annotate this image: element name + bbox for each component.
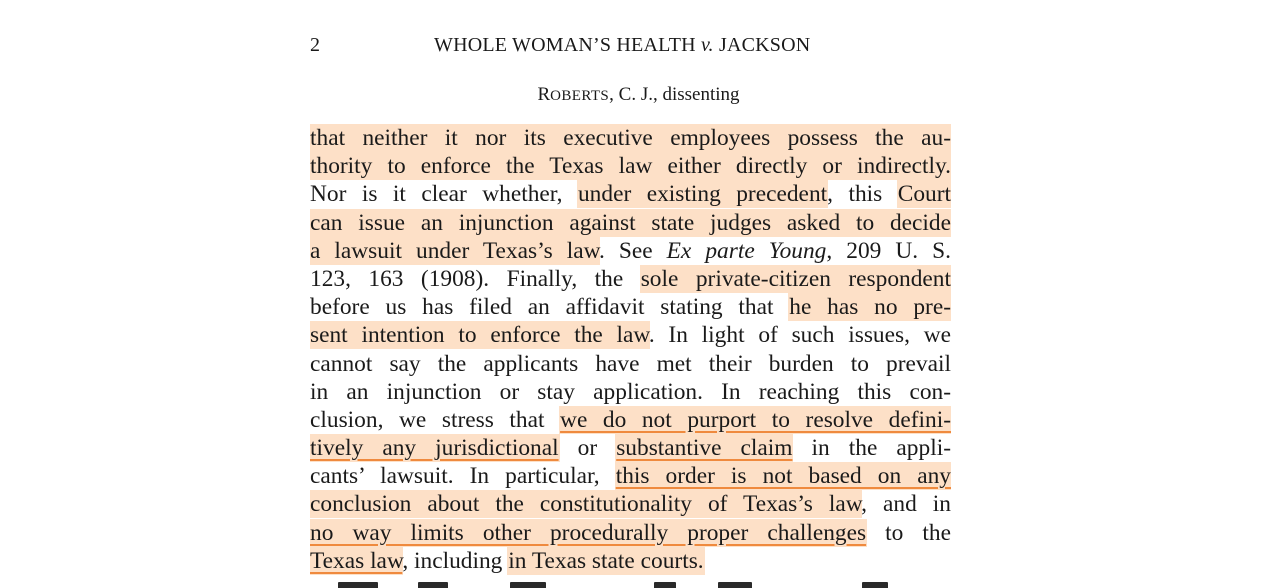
author-initial: R	[537, 84, 551, 105]
highlighted-text[interactable]: can issue an injunction against state judges asked to decide	[310, 209, 951, 236]
highlighted-underlined-text[interactable]: Texas law	[310, 547, 403, 574]
text-line	[310, 209, 951, 237]
plain-text: , 209 U. S.	[826, 237, 951, 264]
text-line	[310, 293, 951, 321]
text-line	[310, 406, 951, 434]
next-line-cutoff	[310, 578, 951, 588]
plain-text: or	[558, 435, 617, 462]
cutoff-glyph	[862, 582, 888, 588]
cutoff-glyph	[654, 582, 676, 588]
highlighted-text[interactable]: Court	[897, 181, 951, 208]
case-title-left: WHOLE WOMAN’S HEALTH	[434, 34, 696, 56]
highlighted-underlined-text[interactable]: this order is not based on any	[615, 463, 951, 490]
page-number: 2	[310, 34, 320, 56]
plain-text: . In light of such issues, we	[648, 322, 951, 349]
highlighted-text[interactable]: a lawsuit under Texas’s law	[310, 237, 599, 264]
cutoff-glyph	[510, 582, 546, 588]
highlighted-text[interactable]: sent intention to enforce the law	[310, 322, 649, 349]
highlighted-text[interactable]: he has no pre-	[789, 294, 951, 321]
text-line	[310, 434, 951, 462]
plain-text: in the appli-	[792, 435, 951, 462]
case-title-right: JACKSON	[718, 34, 811, 56]
text-line	[310, 519, 951, 547]
case-citation: Ex parte Young	[666, 237, 827, 264]
running-head	[310, 31, 951, 59]
highlighted-underlined-text[interactable]: no way limits other procedurally proper challenges	[310, 519, 867, 546]
plain-text: . See	[598, 237, 667, 264]
opinion-author-line	[310, 82, 951, 109]
highlighted-text[interactable]: that neither it nor its executive employees possess the au-	[310, 125, 951, 151]
plain-text: cannot say the applicants have met their burden to prevail	[310, 350, 951, 377]
highlighted-text[interactable]: in Texas state courts.	[508, 547, 704, 574]
highlighted-underlined-text[interactable]: substantive claim	[616, 435, 793, 462]
text-line	[310, 462, 951, 490]
highlighted-text[interactable]: under existing precedent	[577, 181, 828, 208]
plain-text: to the	[866, 519, 951, 546]
text-line	[310, 378, 951, 406]
plain-text: , this	[827, 181, 898, 208]
text-line	[310, 350, 951, 378]
text-line	[310, 237, 951, 265]
case-title-vs: v.	[700, 34, 714, 56]
document-page	[310, 0, 951, 588]
text-line	[310, 152, 951, 180]
text-line	[310, 180, 951, 208]
text-line	[310, 265, 951, 293]
text-line	[310, 124, 951, 152]
text-line	[310, 490, 951, 518]
case-title	[434, 31, 810, 59]
highlighted-underlined-text[interactable]: we do not purport to resolve defini-	[560, 406, 951, 433]
text-line	[310, 547, 951, 575]
plain-text: before us has filed an affidavit stating that	[310, 294, 790, 321]
plain-text: clusion, we stress that	[310, 406, 561, 433]
cutoff-glyph	[418, 582, 448, 588]
plain-text: 123, 163 (1908). Finally, the	[310, 265, 641, 292]
plain-text: , including	[402, 547, 509, 574]
author-suffix: , C. J., dissenting	[609, 84, 740, 105]
plain-text: in an injunction or stay application. In reaching this con-	[310, 378, 951, 405]
cutoff-glyph	[338, 582, 378, 588]
text-line	[310, 321, 951, 349]
highlighted-text[interactable]: thority to enforce the Texas law either directly or indirectly.	[310, 153, 951, 180]
highlighted-text[interactable]: sole private-citizen respondent	[640, 265, 951, 292]
opinion-paragraph	[310, 124, 951, 575]
plain-text: cants’ lawsuit. In particular,	[310, 463, 616, 490]
cutoff-glyph	[718, 582, 752, 588]
highlighted-underlined-text[interactable]: tively any jurisdictional	[310, 435, 559, 462]
author-rest: OBERTS	[550, 88, 610, 104]
plain-text: Nor is it clear whether,	[310, 181, 578, 208]
highlighted-text[interactable]: conclusion about the constitutionality of Texas’s law	[310, 491, 862, 518]
plain-text: , and in	[861, 491, 951, 518]
